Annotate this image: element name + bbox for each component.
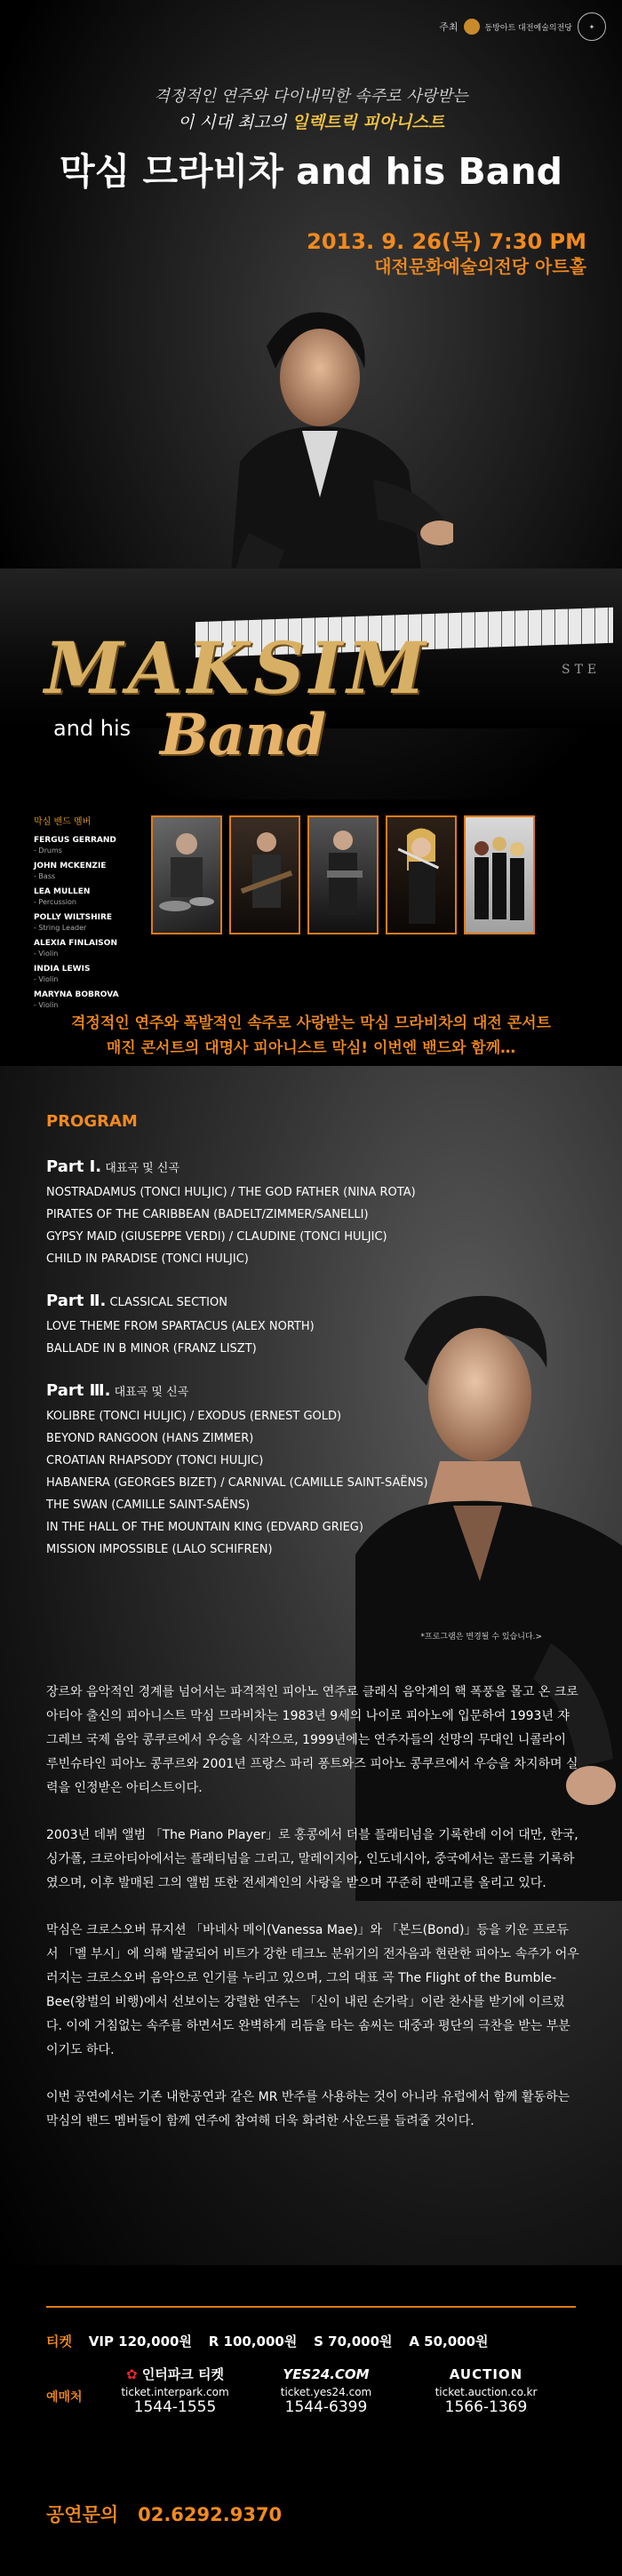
description-paragraph: 2003년 데뷔 앨범 「The Piano Player」로 홍콩에서 더블 플래티넘을 기록한데 이어 대만, 한국, 싱가폴, 크로아티아에서는 플래티넘을 그리고, 말레이지아, 인도네시아, 중국에서는 골드를 기록하였으며, 이후 발매된 그의 앨범 또한 전세계인의 사랑을 받으며 꾸준히 판매고를 올리고 있다. <box>46 1828 578 1890</box>
ticket-price: R 100,000원 <box>208 2334 298 2349</box>
ticket-prices <box>46 2332 501 2350</box>
part-label: Part Ⅲ. <box>46 1381 111 1400</box>
logo-maksim: MAKSIM <box>44 626 430 710</box>
program-item: GYPSY MAID (GIUSEPPE VERDI) / CLAUDINE (TONCI HULJIC) <box>46 1230 387 1244</box>
part-subtitle: 대표곡 및 신곡 <box>114 1386 189 1399</box>
part-heading <box>46 1292 544 1310</box>
vendor-auction[interactable] <box>411 2363 562 2416</box>
member-role: - Drums <box>34 847 62 855</box>
vendor-interpark[interactable] <box>108 2363 242 2416</box>
program-item: KOLIBRE (TONCI HULJIC) / EXODUS (ERNEST GOLD) <box>46 1410 342 1423</box>
part-heading <box>46 1381 544 1400</box>
inquiry-label: 공연문의 <box>46 2504 119 2525</box>
intro-line-2: 매진 콘서트의 대명사 피아니스트 막심! 이번엔 밴드와 함께… <box>106 1039 516 1057</box>
organizer-name: 동방아트 대전예술의전당 <box>484 23 572 33</box>
program-item: LOVE THEME FROM SPARTACUS (ALEX NORTH) <box>46 1320 315 1333</box>
vendor-phone: 1544-6399 <box>284 2398 368 2416</box>
band-member <box>34 836 140 855</box>
drummer-photo <box>151 815 222 934</box>
tagline-2 <box>0 109 622 133</box>
program-item: NOSTRADAMUS (TONCI HULJIC) / THE GOD FATHER (NINA ROTA) <box>46 1186 416 1199</box>
ticket-price: A 50,000원 <box>409 2334 489 2349</box>
program-section <box>46 1112 544 1582</box>
program-part-3 <box>46 1381 544 1561</box>
program-item: CROATIAN RHAPSODY (TONCI HULJIC) <box>46 1454 264 1467</box>
program-title: PROGRAM <box>46 1112 138 1131</box>
description-paragraph: 이번 공연에서는 기존 내한공연과 같은 MR 반주를 사용하는 것이 아니라 유럽에서 함께 활동하는 막심의 밴드 멤버들이 함께 연주에 참여해 더욱 화려한 사운드를 들려줄 것이다. <box>46 2090 570 2128</box>
vendor-phone: 1544-1555 <box>133 2398 217 2416</box>
section-divider <box>46 2306 576 2308</box>
tagline-1: 격정적인 연주와 다이내믹한 속주로 사랑받는 <box>154 87 468 106</box>
vendors-label: 예매처 <box>46 2390 83 2405</box>
member-role: - Violin <box>34 950 59 958</box>
page-title: 막심 므라비차 and his Band <box>59 150 563 193</box>
member-name: ALEXIA FINLAISON <box>34 939 117 948</box>
organizer-block <box>439 12 606 41</box>
program-item: BEYOND RANGOON (HANS ZIMMER) <box>46 1432 254 1445</box>
program-item: CHILD IN PARADISE (TONCI HULJIC) <box>46 1252 249 1266</box>
band-heading: 막심 밴드 멤버 <box>34 817 92 827</box>
band-member <box>34 913 140 933</box>
program-item: BALLADE IN B MINOR (FRANZ LISZT) <box>46 1342 257 1356</box>
intro-text <box>0 1011 622 1061</box>
part-heading <box>46 1157 544 1176</box>
part-subtitle: CLASSICAL SECTION <box>109 1296 227 1309</box>
interpark-logo <box>108 2363 242 2386</box>
piano-brand: STE <box>562 663 602 677</box>
tagline-2-prefix: 이 시대 최고의 <box>177 113 287 132</box>
program-item: THE SWAN (CAMILLE SAINT-SAËNS) <box>46 1499 251 1512</box>
vendor-logo-text: 인터파크 티켓 <box>141 2366 224 2382</box>
logo-band: Band <box>160 702 326 768</box>
contact-inquiry <box>46 2500 282 2527</box>
ticket-label: 티켓 <box>46 2334 72 2349</box>
band-member <box>34 939 140 958</box>
member-name: LEA MULLEN <box>34 887 91 896</box>
logo-and-his: and his <box>53 716 132 741</box>
concert-date: 2013. 9. 26(목) 7:30 PM <box>307 229 586 254</box>
program-item: IN THE HALL OF THE MOUNTAIN KING (EDVARD GRIEG) <box>46 1521 363 1534</box>
member-name: INDIA LEWIS <box>34 965 91 974</box>
violinist-photo <box>386 815 457 934</box>
member-name: FERGUS GERRAND <box>34 836 116 845</box>
member-role: - String Leader <box>34 924 87 932</box>
band-member <box>34 887 140 907</box>
vendor-url[interactable]: ticket.yes24.com <box>280 2386 372 2398</box>
artist-description <box>46 1681 579 2157</box>
concert-venue: 대전문화예술의전당 아트홀 <box>374 256 586 277</box>
vendor-url[interactable]: ticket.interpark.com <box>121 2386 229 2398</box>
member-role: - Percussion <box>34 898 76 906</box>
member-name: POLLY WILTSHIRE <box>34 913 113 922</box>
member-role: - Bass <box>34 872 56 880</box>
ticket-vendors <box>46 2363 597 2443</box>
interpark-icon: ✿ <box>126 2366 138 2382</box>
part-label: Part Ⅰ. <box>46 1157 102 1176</box>
member-role: - Violin <box>34 1001 59 1009</box>
yes24-logo: YES24.COM <box>283 2366 370 2382</box>
band-photos <box>151 815 535 934</box>
program-part-2 <box>46 1292 544 1360</box>
part-subtitle: 대표곡 및 신곡 <box>105 1162 179 1175</box>
ticket-price: S 70,000원 <box>314 2334 393 2349</box>
string-trio-photo <box>464 815 535 934</box>
member-name: MARYNA BOBROVA <box>34 990 119 999</box>
band-member <box>34 990 140 1010</box>
venue-seal-icon: ✦ <box>578 12 606 41</box>
program-item: PIRATES OF THE CARIBBEAN (BADELT/ZIMMER/SANELLI) <box>46 1208 369 1221</box>
description-paragraph: 막심은 크로스오버 뮤지션 「바네사 메이(Vanessa Mae)」와 「본드(Bond)」등을 키운 프로듀서 「멜 부시」에 의해 발굴되어 비트가 강한 테크노 분위기의 전자음과 현란한 피아노 속주가 어우러지는 크로스오버 음악으로 인기를 누리고 있으며, 그의 대표 곡 The Flight of the Bumble-Bee(왕벌의 비행)에서 선보이는 강렬한 연주는 「신이 내린 손가락」이란 찬사를 받기에 이르렀다. 이에 거침없는 속주를 하면서도 완벽하게 리듬을 타는 솜씨는 대중과 평단의 극찬을 받는 부분이기도 하다. <box>46 1923 579 2057</box>
program-item: HABANERA (GEORGES BIZET) / CARNIVAL (CAMILLE SAINT-SAËNS) <box>46 1476 428 1490</box>
ticket-price: VIP 120,000원 <box>88 2334 192 2349</box>
percussionist-photo <box>307 815 379 934</box>
description-paragraph: 장르와 음악적인 경계를 넘어서는 파격적인 피아노 연주로 클래식 음악계의 핵 폭풍을 몰고 온 크로아티아 출신의 피아니스트 막심 므라비차는 1983년 9세의 나이로 피아노에 입문하여 1993년 쟈그레브 국제 음악 콩쿠르에서 우승을 시작으로, 1999년에는 연주자들의 선망의 무대인 니콜라이 루빈슈타인 피아노 콩쿠르와 2001년 프랑스 파리 퐁트와즈 피아노 콩쿠르에서 우승을 차지하며 실력을 인정받은 아티스트이다. <box>46 1685 578 1795</box>
program-note: *프로그램은 변경될 수 있습니다.> <box>420 1633 542 1642</box>
program-part-1 <box>46 1157 544 1270</box>
tagline-2-highlight: 일렉트릭 피아니스트 <box>291 113 445 132</box>
vendor-url[interactable]: ticket.auction.co.kr <box>435 2386 538 2398</box>
band-member <box>34 862 140 881</box>
member-name: JOHN MCKENZIE <box>34 862 107 871</box>
part-label: Part Ⅱ. <box>46 1292 107 1310</box>
program-item: MISSION IMPOSSIBLE (LALO SCHIFREN) <box>46 1543 273 1556</box>
inquiry-phone[interactable]: 02.6292.9370 <box>138 2504 283 2525</box>
vendor-phone: 1566-1369 <box>444 2398 528 2416</box>
organizer-logo-icon <box>464 19 480 35</box>
member-role: - Violin <box>34 975 59 983</box>
auction-logo: AUCTION <box>449 2366 523 2382</box>
bassist-photo <box>229 815 300 934</box>
band-member-list <box>34 814 140 1016</box>
vendor-yes24[interactable] <box>259 2363 393 2416</box>
organizer-label: 주최 <box>439 21 459 33</box>
band-member <box>34 965 140 984</box>
intro-line-1: 격정적인 연주와 폭발적인 속주로 사랑받는 막심 므라비차의 대전 콘서트 <box>70 1014 551 1032</box>
